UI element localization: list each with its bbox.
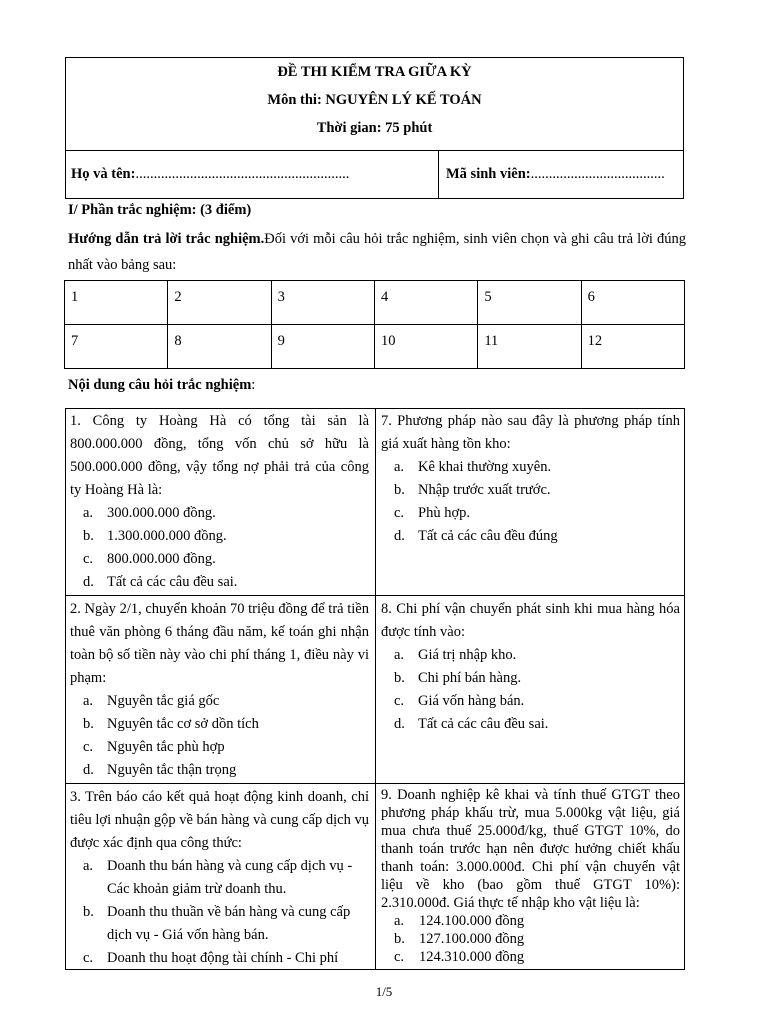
option-label: a. [83, 505, 94, 521]
option-text: 127.100.000 đồng [419, 931, 525, 947]
student-id-dots: ..................................... [530, 166, 665, 182]
option-text: Nguyên tắc giá gốc [107, 693, 220, 709]
answer-cell: 9 [271, 325, 374, 369]
answer-cell: 11 [478, 325, 581, 369]
content-title [68, 375, 255, 395]
option-d[interactable] [381, 713, 680, 736]
option-label: a. [394, 913, 405, 929]
option-text: Giá vốn hàng bán. [418, 693, 525, 709]
option-text: Tất cả các câu đều sai. [107, 574, 238, 590]
option-text: Doanh thu bán hàng và cung cấp dịch vụ - Các khoản giảm trừ doanh thu. [107, 858, 353, 897]
question-text: 3. Trên báo cáo kết quả hoạt động kinh doanh, chỉ tiêu lợi nhuận gộp về bán hàng và cung cấp dịch vụ được xác định qua công thức: [70, 789, 369, 851]
answer-grid [64, 280, 685, 369]
question-text: 2. Ngày 2/1, chuyển khoản 70 triệu đồng để trả tiền thuê văn phòng 6 tháng đầu năm, kế toán ghi nhận toàn bộ số tiền này vào chi phí tháng 1, điều này vi phạm: [70, 601, 369, 686]
student-name-label: Họ và tên: [71, 166, 136, 182]
option-c[interactable] [381, 948, 680, 966]
option-text: 1.300.000.000 đồng. [107, 528, 227, 544]
row-divider [66, 783, 684, 784]
question-text: 1. Công ty Hoàng Hà có tổng tài sản là 800.000.000 đồng, tổng vốn chủ sở hữu là 500.000.000 đồng, vậy tổng nợ phải trả của công ty Hoàng Hà là: [70, 413, 369, 498]
option-label: b. [394, 482, 405, 498]
option-c[interactable] [70, 548, 369, 571]
instruction-text: Đối với mỗi câu hỏi trắc nghiệm, sinh viên chọn và ghi câu trả lời đúng nhất vào bảng sau: [68, 231, 686, 273]
option-text: 800.000.000 đồng. [107, 551, 216, 567]
answer-row [65, 325, 685, 369]
question-3 [70, 786, 369, 968]
answer-cell: 3 [271, 281, 374, 325]
section-title: I/ Phần trắc nghiệm: (3 điểm) [68, 202, 252, 218]
question-text: 7. Phương pháp nào sau đây là phương pháp tính giá xuất hàng tồn kho: [381, 413, 680, 452]
question-8 [381, 598, 680, 782]
option-label: d. [83, 574, 94, 590]
option-a[interactable] [70, 502, 369, 525]
answer-cell: 8 [168, 325, 271, 369]
option-text: Doanh thu hoạt động tài chính - Chi phí [107, 950, 339, 966]
answer-row [65, 281, 685, 325]
student-id-field [439, 150, 683, 198]
option-list [381, 912, 680, 966]
option-text: Giá trị nhập kho. [418, 647, 517, 663]
option-b[interactable] [381, 930, 680, 948]
option-label: b. [394, 670, 405, 686]
option-text: Phù hợp. [418, 505, 470, 521]
option-label: c. [83, 551, 94, 567]
option-b[interactable] [381, 479, 680, 502]
option-text: Nguyên tắc cơ sở dồn tích [107, 716, 259, 732]
option-label: d. [394, 528, 405, 544]
option-d[interactable] [70, 759, 369, 782]
answer-cell: 7 [65, 325, 168, 369]
page-number: 1/5 [375, 984, 393, 999]
option-b[interactable] [70, 525, 369, 548]
answer-cell: 6 [581, 281, 684, 325]
option-text: Nhập trước xuất trước. [418, 482, 551, 498]
option-text: 124.100.000 đồng [419, 913, 525, 929]
answer-cell: 12 [581, 325, 684, 369]
option-label: a. [394, 459, 405, 475]
option-label: a. [83, 693, 94, 709]
question-text: 8. Chi phí vận chuyển phát sinh khi mua hàng hóa được tính vào: [381, 601, 680, 640]
content-title-colon: : [251, 377, 256, 393]
answer-cell: 2 [168, 281, 271, 325]
option-text: Nguyên tắc thận trọng [107, 762, 237, 778]
option-c[interactable] [70, 947, 369, 968]
column-divider [375, 409, 376, 969]
option-label: c. [394, 693, 405, 709]
questions-table [65, 408, 685, 970]
option-a[interactable] [381, 456, 680, 479]
option-a[interactable] [70, 690, 369, 713]
option-text: Doanh thu thuần về bán hàng và cung cấp dịch vụ - Giá vốn hàng bán. [107, 904, 351, 943]
option-list [70, 855, 369, 968]
option-label: c. [83, 739, 94, 755]
option-b[interactable] [70, 901, 369, 947]
option-label: d. [83, 762, 94, 778]
option-label: b. [83, 716, 94, 732]
option-text: Tất cả các câu đều đúng [418, 528, 558, 544]
instruction-heading: Hướng dẫn trả lời trắc nghiệm. [68, 231, 265, 247]
option-list [70, 502, 369, 594]
option-c[interactable] [381, 690, 680, 713]
student-info [66, 150, 683, 198]
option-a[interactable] [381, 644, 680, 667]
exam-subject: Môn thi: NGUYÊN LÝ KẾ TOÁN [267, 92, 482, 108]
option-text: Kê khai thường xuyên. [418, 459, 552, 475]
option-text: Nguyên tắc phù hợp [107, 739, 225, 755]
option-c[interactable] [381, 502, 680, 525]
option-text: Chi phí bán hàng. [418, 670, 522, 686]
option-list [381, 644, 680, 736]
option-label: b. [83, 528, 94, 544]
option-label: a. [394, 647, 405, 663]
option-list [70, 690, 369, 782]
option-text: Tất cả các câu đều sai. [418, 716, 549, 732]
question-text: 9. Doanh nghiệp kê khai và tính thuế GTGT theo phương pháp khấu trừ, mua 5.000kg vật liệu, giá mua chưa thuế 25.000đ/kg, thuế GTGT 10%, do thanh toán trước hạn nên được hưởng chiết khấu thanh toán: 3.000.000đ. Chi phí vận chuyển vật liệu về kho (bao gồm thuế GTGT 10%): 2.310.000đ. Giá thực tế nhập kho vật liệu là: [381, 787, 680, 911]
option-text: 124.310.000 đồng [419, 949, 525, 965]
option-d[interactable] [381, 525, 680, 548]
option-label: c. [394, 505, 405, 521]
student-name-field [66, 150, 439, 198]
question-9 [381, 786, 680, 968]
row-divider [66, 595, 684, 596]
option-label: b. [394, 931, 405, 947]
student-id-label: Mã sinh viên: [446, 166, 531, 182]
option-list [381, 456, 680, 548]
answer-cell: 5 [478, 281, 581, 325]
option-a[interactable] [70, 855, 369, 901]
exam-duration: Thời gian: 75 phút [316, 120, 433, 136]
exam-title-block [66, 58, 683, 151]
option-label: c. [394, 949, 405, 965]
option-b[interactable] [70, 713, 369, 736]
exam-title: ĐỀ THI KIỂM TRA GIỮA KỲ [277, 64, 472, 80]
option-c[interactable] [70, 736, 369, 759]
option-b[interactable] [381, 667, 680, 690]
question-7 [381, 410, 680, 594]
answer-cell: 1 [65, 281, 168, 325]
option-label: c. [83, 950, 94, 966]
question-2 [70, 598, 369, 782]
answer-cell: 4 [374, 281, 477, 325]
student-name-dots: ........................................................... [135, 166, 350, 182]
option-label: a. [83, 858, 94, 874]
question-1 [70, 410, 369, 594]
content-title-text: Nội dung câu hỏi trắc nghiệm [68, 377, 252, 393]
option-d[interactable] [70, 571, 369, 594]
option-a[interactable] [381, 912, 680, 930]
exam-header [65, 57, 684, 199]
instruction [68, 226, 686, 278]
option-label: b. [83, 904, 94, 920]
option-label: d. [394, 716, 405, 732]
answer-cell: 10 [374, 325, 477, 369]
option-text: 300.000.000 đồng. [107, 505, 216, 521]
